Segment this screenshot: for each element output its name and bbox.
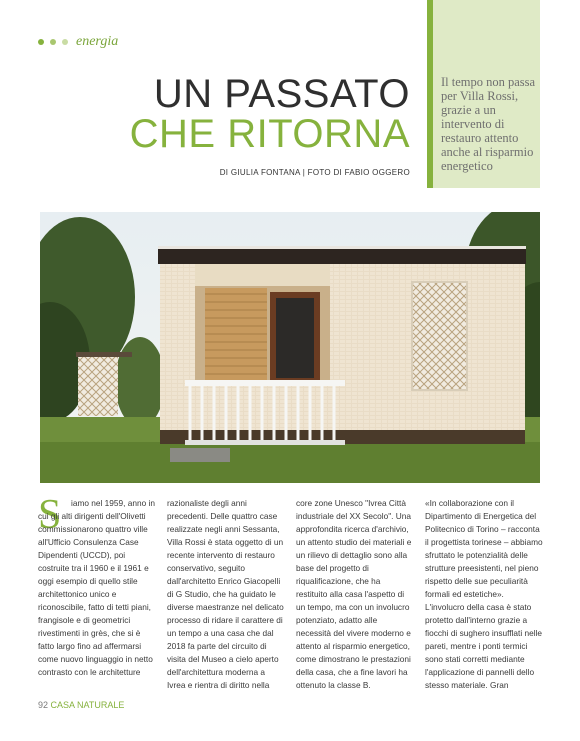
article-column-1 <box>38 492 156 679</box>
section-label: energia <box>76 34 119 49</box>
column-text: iamo nel 1959, anno in cui gli alti dirigenti dell'Olivetti commissionarono quattro ville all'Ufficio Consulenza Case Dipendenti (UCCD), poi costruite tra il 1960 e il 1961 e oggi esempio di quello stile architettonico unico e riconoscibile, fatto di tetti piani, frangisole e di geometrici rivestimenti in grès, che si è fatto largo fino ad affermarsi come nuovo linguaggio in netto contrasto con le architetture <box>38 498 155 677</box>
section-tag <box>38 34 118 50</box>
villa-photo <box>40 212 540 483</box>
byline: DI GIULIA FONTANA | FOTO DI FABIO OGGERO <box>219 168 410 177</box>
article-column-2 <box>167 497 285 692</box>
title-line-1: UN PASSATO <box>153 72 410 116</box>
article-column-4 <box>425 497 543 692</box>
column-text: «In collaborazione con il Dipartimento di Energetica del Politecnico di Torino – racconta il progettista torinese – abbiamo sfruttato le potenzialità delle strutture preesistenti, nel pieno rispetto delle sue peculiarità formali ed estetiche». L'involucro della casa è stato protetto dall'interno grazie a fiocchi di sughero insufflati nelle pareti, mentre i ponti termici sono stati corretti mediante l'applicazione di pannelli dello stesso materiale. Gran <box>425 498 543 690</box>
lattice-window <box>412 282 467 390</box>
title-line-2: CHE RITORNA <box>129 112 410 156</box>
article-column-3 <box>296 497 414 692</box>
standfirst: Il tempo non passa per Villa Rossi, grazie a un intervento di restauro attento anche al risparmio energetico <box>441 75 536 173</box>
page-footer <box>38 700 124 710</box>
drop-cap: S <box>38 492 62 538</box>
column-text: core zone Unesco "Ivrea Città industriale del XX Secolo". Una approfondita ricerca d'archivio, un attento studio dei materiali e un rilievo di dettaglio sono alla base del progetto di riqualificazione, che ha restituito alla casa l'aspetto di un tempo, ma con un involucro potenziato, adatto alle necessità del vivere moderno e attento al risparmio energetico, come dimostrano le prestazioni della casa, che a fine lavori ha ottenuto la classe B. <box>296 498 412 690</box>
column-text: razionaliste degli anni precedenti. Delle quattro case realizzate negli anni Sessanta, Villa Rossi è stata oggetto di un recente intervento di restauro conservativo, seguito dall'architetto Enrico Giacopelli di G Studio, che ha guidato le diverse maestranze nel delicato processo di ridare il carattere di un tempo a una casa che dal 2018 fa parte del circuito di visita del Museo a cielo aperto dell'architettura moderna a Ivrea e rientra di diritto nella <box>167 498 284 690</box>
dot-icon <box>50 39 56 45</box>
magazine-name: CASA NATURALE <box>50 700 125 710</box>
dot-icon <box>38 39 44 45</box>
dot-icon <box>62 39 68 45</box>
page-number: 92 <box>38 700 49 710</box>
